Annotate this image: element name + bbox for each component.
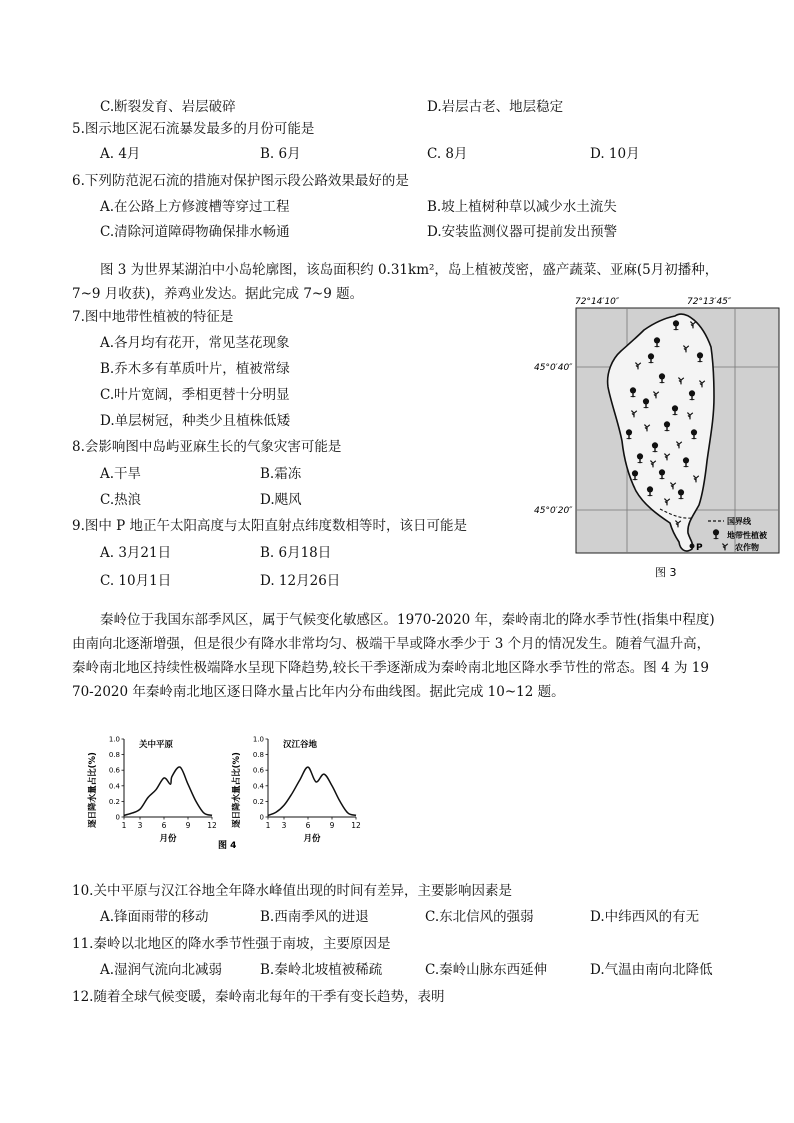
- intro4-line1: 秦岭位于我国东部季风区，属于气候变化敏感区。1970-2020 年，秦岭南北的降水季节性(指集中程度): [100, 612, 715, 628]
- q6-option-c: C.清除河道障碍物确保排水畅通: [100, 224, 290, 240]
- y-tick-label: 0.2: [252, 797, 264, 806]
- y-tick-label: 0.4: [108, 782, 120, 791]
- y-tick-label: 0.4: [252, 782, 264, 791]
- figure-4-caption: 图 4: [218, 841, 237, 851]
- x-tick-label: 1: [121, 821, 127, 830]
- x-tick-label: 12: [207, 821, 217, 830]
- legend-border-label: 国界线: [727, 517, 751, 526]
- intro3-line1: 图 3 为世界某湖泊中小岛轮廓图，该岛面积约 0.31km²，岛上植被茂密，盛产蔬菜、亚麻(5月初播种，: [100, 262, 719, 278]
- q4-option-d: D.岩层古老、地层稳定: [427, 99, 564, 115]
- y-tick-label: 0: [259, 813, 264, 822]
- q6-option-b: B.坡上植树种草以减少水土流失: [427, 199, 617, 215]
- lat-label-bottom: 45°0′20″: [534, 506, 573, 516]
- x-tick-label: 9: [329, 821, 335, 830]
- q11-stem: 11.秦岭以北地区的降水季节性强于南坡，主要原因是: [72, 936, 391, 952]
- intro4-line3: 秦岭南北地区持续性极端降水呈现下降趋势,较长干季逐渐成为秦岭南北地区降水季节性的常态。图 4 为 19: [72, 660, 709, 676]
- q10-option-c: C.东北信风的强弱: [425, 909, 534, 925]
- x-tick-label: 9: [185, 821, 191, 830]
- q9-option-a: A. 3月21日: [100, 545, 172, 561]
- q6-stem: 6.下列防范泥石流的措施对保护图示段公路效果最好的是: [72, 173, 409, 189]
- q5-option-b: B. 6月: [260, 146, 301, 162]
- y-tick-label: 0.8: [252, 751, 264, 760]
- chart-hanjiang: [231, 736, 361, 845]
- q7-stem: 7.图中地带性植被的特征是: [72, 309, 234, 325]
- x-tick-label: 3: [137, 821, 143, 830]
- q6-option-a: A.在公路上方修渡槽等穿过工程: [100, 199, 290, 215]
- y-tick-label: 0.6: [252, 766, 264, 775]
- q10-option-b: B.西南季风的进退: [260, 909, 369, 925]
- series-line: [268, 767, 356, 815]
- chart-guanzhong: [87, 736, 217, 845]
- x-axis-label: 月份: [159, 834, 177, 844]
- y-axis-label: 逐日降水量占比(%): [88, 752, 98, 828]
- figure-4-charts: [84, 730, 384, 855]
- q8-option-a: A.干旱: [100, 466, 142, 482]
- x-tick-label: 3: [281, 821, 287, 830]
- lon-label-right: 72°13′45″: [687, 297, 732, 307]
- intro4-line2: 由南向北逐渐增强，但是很少有降水非常均匀、极端干旱或降水季少于 3 个月的情况发生。随着气温升高，: [72, 636, 711, 652]
- x-tick-label: 6: [305, 821, 311, 830]
- lon-label-left: 72°14′10″: [575, 297, 620, 307]
- y-tick-label: 0: [115, 813, 120, 822]
- y-tick-label: 1.0: [252, 735, 264, 744]
- intro3-line2: 7~9 月收获)，养鸡业发达。据此完成 7~9 题。: [72, 286, 364, 302]
- q7-option-b: B.乔木多有革质叶片，植被常绿: [100, 361, 290, 377]
- y-tick-label: 1.0: [108, 735, 120, 744]
- q6-option-d: D.安装监测仪器可提前发出预警: [427, 224, 618, 240]
- q7-option-a: A.各月均有花开，常见茎花现象: [100, 335, 290, 351]
- point-p-label: P: [696, 543, 703, 553]
- q8-stem: 8.会影响图中岛屿亚麻生长的气象灾害可能是: [72, 439, 342, 455]
- intro4-line4: 70-2020 年秦岭南北地区逐日降水量占比年内分布曲线图。据此完成 10~12 题。: [72, 684, 565, 700]
- q10-option-a: A.锋面雨带的移动: [100, 909, 209, 925]
- q11-option-d: D.气温由南向北降低: [590, 962, 713, 978]
- q12-stem: 12.随着全球气候变暖，秦岭南北每年的干季有变长趋势，表明: [72, 989, 445, 1005]
- y-tick-label: 0.6: [108, 766, 120, 775]
- series-line: [124, 767, 212, 815]
- q8-option-c: C.热浪: [100, 492, 142, 508]
- y-tick-label: 0.8: [108, 751, 120, 760]
- q8-option-d: D.飓风: [260, 492, 302, 508]
- figure-3-caption: 图 3: [655, 566, 677, 579]
- q8-option-b: B.霜冻: [260, 466, 302, 482]
- chart-title: 汉江谷地: [282, 740, 318, 750]
- q10-option-d: D.中纬西风的有无: [590, 909, 700, 925]
- y-axis-label: 逐日降水量占比(%): [232, 752, 242, 828]
- q7-option-c: C.叶片宽阔，季相更替十分明显: [100, 387, 290, 403]
- q10-stem: 10.关中平原与汉江谷地全年降水峰值出现的时间有差异，主要影响因素是: [72, 883, 512, 899]
- q4-option-c: C.断裂发育、岩层破碎: [100, 99, 236, 115]
- y-tick-label: 0.2: [108, 797, 120, 806]
- q9-option-c: C. 10月1日: [100, 573, 172, 589]
- q9-option-d: D. 12月26日: [260, 573, 341, 589]
- q5-option-c: C. 8月: [427, 146, 468, 162]
- q11-option-c: C.秦岭山脉东西延伸: [425, 962, 548, 978]
- legend-veg-label: 地带性植被: [727, 531, 767, 540]
- q11-option-b: B.秦岭北坡植被稀疏: [260, 962, 383, 978]
- x-tick-label: 12: [351, 821, 361, 830]
- q9-option-b: B. 6月18日: [260, 545, 332, 561]
- x-tick-label: 1: [265, 821, 271, 830]
- x-axis-label: 月份: [303, 834, 321, 844]
- q5-stem: 5.图示地区泥石流暴发最多的月份可能是: [72, 121, 315, 137]
- lat-label-top: 45°0′40″: [534, 363, 573, 373]
- q5-option-d: D. 10月: [590, 146, 640, 162]
- legend-crop-label: 农作物: [735, 543, 759, 552]
- chart-title: 关中平原: [138, 740, 174, 750]
- q9-stem: 9.图中 P 地正午太阳高度与太阳直射点纬度数相等时，该日可能是: [72, 518, 468, 534]
- x-tick-label: 6: [161, 821, 167, 830]
- q5-option-a: A. 4月: [100, 146, 141, 162]
- figure-3-island-map: [530, 293, 792, 585]
- q11-option-a: A.湿润气流向北减弱: [100, 962, 223, 978]
- q7-option-d: D.单层树冠，种类少且植株低矮: [100, 413, 291, 429]
